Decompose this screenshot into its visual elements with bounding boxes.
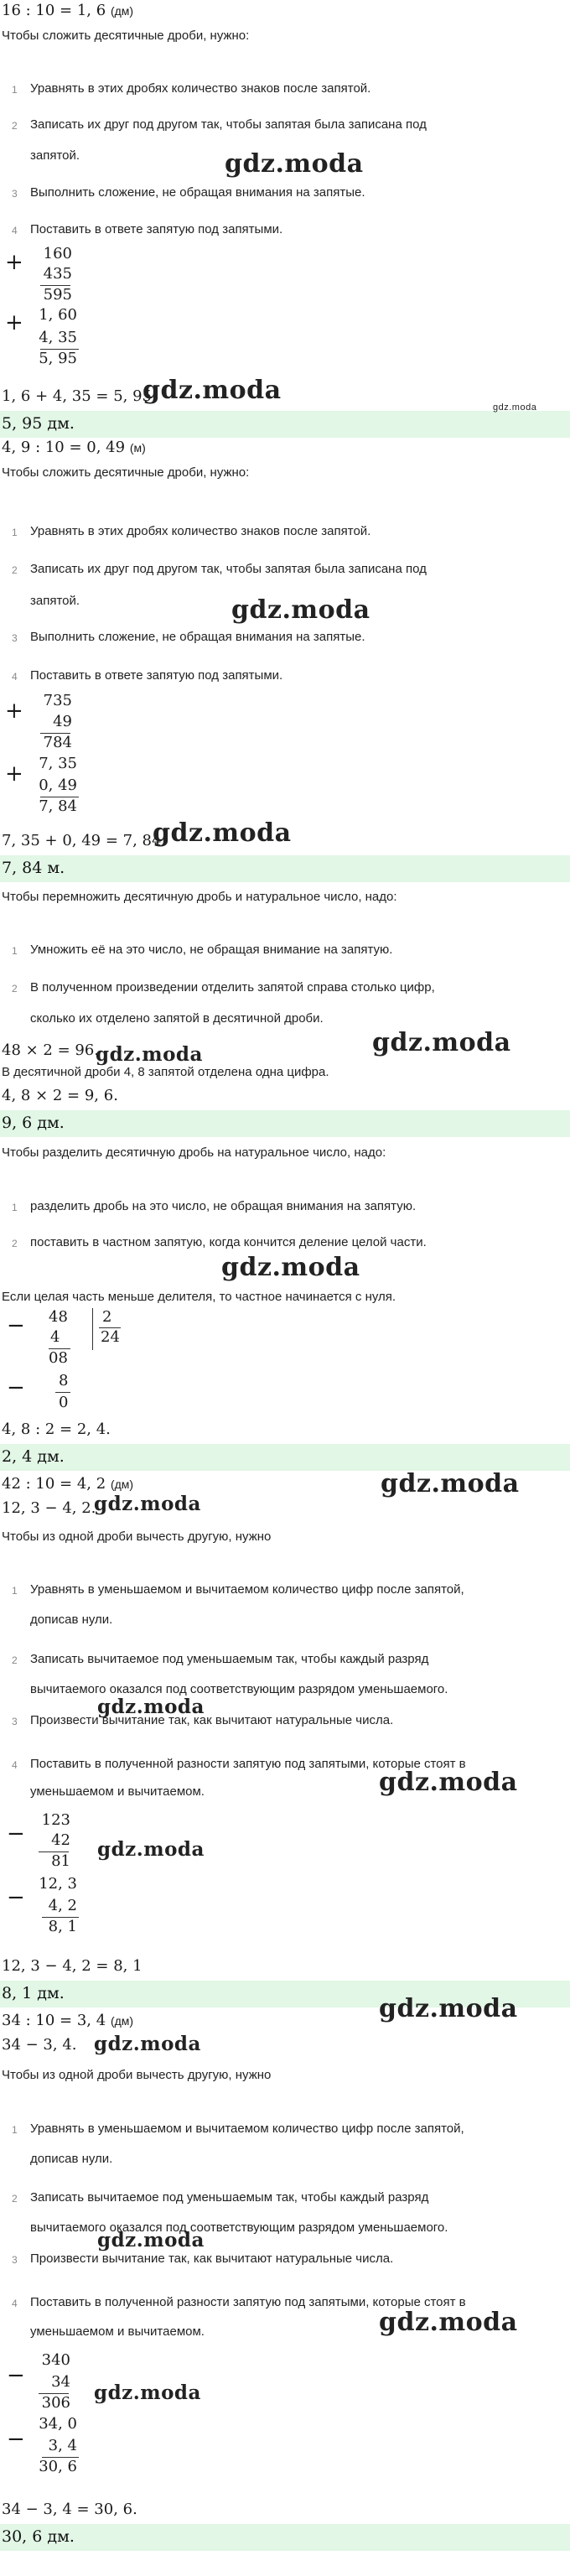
watermark: gdz.moda xyxy=(493,402,537,413)
step-text: Поставить в ответе запятую под запятыми. xyxy=(30,222,283,236)
step-text: Выполнить сложение, не обращая внимания на запятые. xyxy=(30,630,365,644)
step-number: 1 xyxy=(12,527,18,538)
equation: 48 × 2 = 96. xyxy=(2,1041,100,1059)
result-equation: 7, 35 + 0, 49 = 7, 84. xyxy=(2,832,167,849)
answer-box: 7, 84 м. xyxy=(0,855,570,882)
step-text: Поставить в полученной разности запятую под запятыми, которые стоят в xyxy=(30,2295,466,2309)
watermark: gdz.moda xyxy=(97,2229,205,2251)
step-text: запятой. xyxy=(30,594,80,608)
step-text: поставить в частном запятую, когда кончится деление целой части. xyxy=(30,1235,427,1249)
dividend: 48 xyxy=(49,1308,68,1326)
watermark: gdz.moda xyxy=(381,1469,520,1498)
watermark: gdz.moda xyxy=(94,2381,201,2404)
equation: 34 : 10 = 3, 4 (дм) xyxy=(2,2012,134,2029)
minus-sign: − xyxy=(7,2427,25,2452)
intro-text: Чтобы сложить десятичные дроби, нужно: xyxy=(2,29,250,43)
step-number: 2 xyxy=(12,1238,18,1249)
column-sum: 784 xyxy=(43,734,72,751)
step-number: 2 xyxy=(12,2193,18,2205)
step-text: запятой. xyxy=(30,148,80,163)
column-operand: 1, 60 xyxy=(39,306,77,324)
equation: 4, 9 : 10 = 0, 49 (м) xyxy=(2,439,146,456)
subtrahend: 4 xyxy=(50,1328,60,1346)
answer-box: 2, 4 дм. xyxy=(0,1444,570,1471)
step-text: Уравнять в этих дробях количество знаков после запятой. xyxy=(30,81,371,96)
column-operand: 0, 49 xyxy=(39,776,77,794)
watermark: gdz.moda xyxy=(94,1493,201,1515)
step-number: 4 xyxy=(12,225,18,236)
watermark: gdz.moda xyxy=(231,595,370,625)
step-number: 1 xyxy=(12,1585,18,1597)
step-text: Уравнять в уменьшаемом и вычитаемом количество цифр после запятой, xyxy=(30,2122,464,2136)
column-operand: 7, 35 xyxy=(39,755,77,772)
equation: 34 − 3, 4. xyxy=(2,2036,77,2054)
divisor: 2 xyxy=(102,1308,112,1326)
column-sum: 5, 95 xyxy=(39,350,77,367)
plus-sign: + xyxy=(5,310,23,335)
step-text: Записать вычитаемое под уменьшаемым так, чтобы каждый разряд xyxy=(30,1652,429,1666)
step-number: 4 xyxy=(12,1759,18,1771)
column-operand: 160 xyxy=(43,245,72,262)
step-text: вычитаемого оказался под соответствующим разрядом уменьшаемого. xyxy=(30,1682,448,1696)
watermark: gdz.moda xyxy=(97,1696,205,1718)
column-operand: 34 xyxy=(51,2373,70,2391)
note-text: В десятичной дроби 4, 8 запятой отделена одна цифра. xyxy=(2,1065,329,1079)
column-operand: 123 xyxy=(41,1811,70,1829)
watermark: gdz.moda xyxy=(225,149,364,179)
watermark: gdz.moda xyxy=(97,1838,205,1861)
result-equation: 34 − 3, 4 = 30, 6. xyxy=(2,2501,137,2518)
column-difference: 8, 1 xyxy=(48,1918,77,1935)
step-text: Произвести вычитание так, как вычитают натуральные числа. xyxy=(30,1713,394,1727)
answer-box: 30, 6 дм. xyxy=(0,2524,570,2551)
step-number: 3 xyxy=(12,1716,18,1727)
remainder: 0 xyxy=(59,1394,69,1411)
step-text: Уравнять в уменьшаемом и вычитаемом количество цифр после запятой, xyxy=(30,1582,464,1597)
column-operand: 12, 3 xyxy=(39,1875,77,1893)
step-number: 2 xyxy=(12,983,18,995)
column-sum: 595 xyxy=(43,286,72,304)
step-text: Записать вычитаемое под уменьшаемым так, чтобы каждый разряд xyxy=(30,2190,429,2205)
intro-text: Чтобы разделить десятичную дробь на натуральное число, надо: xyxy=(2,1145,386,1160)
intro-text: Чтобы из одной дроби вычесть другую, нужно xyxy=(2,2068,272,2082)
quotient: 24 xyxy=(101,1328,120,1346)
intro-text: Чтобы из одной дроби вычесть другую, нужно xyxy=(2,1530,272,1544)
column-operand: 4, 2 xyxy=(48,1897,77,1914)
watermark: gdz.moda xyxy=(142,376,282,405)
answer-box: 9, 6 дм. xyxy=(0,1110,570,1137)
step-number: 4 xyxy=(12,2298,18,2309)
step-number: 3 xyxy=(12,188,18,200)
step-text: разделить дробь на это число, не обращая внимания на запятую. xyxy=(30,1199,417,1213)
step-text: Выполнить сложение, не обращая внимания на запятые. xyxy=(30,185,365,200)
watermark: gdz.moda xyxy=(94,2033,201,2055)
step-number: 3 xyxy=(12,2254,18,2266)
plus-sign: + xyxy=(5,761,23,787)
step-number: 1 xyxy=(12,945,18,957)
column-difference: 306 xyxy=(41,2394,70,2412)
step-number: 1 xyxy=(12,1202,18,1213)
note-text: Если целая часть меньше делителя, то частное начинается с нуля. xyxy=(2,1290,396,1304)
step-text: вычитаемого оказался под соответствующим разрядом уменьшаемого. xyxy=(30,2220,448,2235)
subtrahend: 8 xyxy=(59,1372,69,1389)
step-number: 2 xyxy=(12,120,18,132)
step-text: Уравнять в этих дробях количество знаков после запятой. xyxy=(30,524,371,538)
equation: 16 : 10 = 1, 6 (дм) xyxy=(2,2,134,19)
plus-sign: + xyxy=(5,699,23,724)
step-text: В полученном произведении отделить запятой справа столько цифр, xyxy=(30,980,435,995)
result-equation: 1, 6 + 4, 35 = 5, 95. xyxy=(2,387,157,405)
remainder: 08 xyxy=(49,1349,68,1367)
step-text: дописав нули. xyxy=(30,2152,113,2166)
step-text: дописав нули. xyxy=(30,1613,113,1627)
equation: 12, 3 − 4, 2. xyxy=(2,1499,96,1517)
step-number: 1 xyxy=(12,2124,18,2136)
step-text: Записать их друг под другом так, чтобы запятая была записана под xyxy=(30,562,427,576)
result-equation: 4, 8 : 2 = 2, 4. xyxy=(2,1420,111,1438)
step-text: сколько их отделено запятой в десятичной дроби. xyxy=(30,1011,324,1026)
answer-box: 5, 95 дм. xyxy=(0,411,570,438)
step-number: 2 xyxy=(12,1654,18,1666)
step-number: 4 xyxy=(12,671,18,683)
column-difference: 30, 6 xyxy=(39,2458,77,2475)
step-text: Поставить в ответе запятую под запятыми. xyxy=(30,668,283,683)
column-operand: 340 xyxy=(41,2351,70,2369)
watermark: gdz.moda xyxy=(221,1253,360,1282)
watermark: gdz.moda xyxy=(379,1994,518,2023)
step-number: 2 xyxy=(12,564,18,576)
equation: 42 : 10 = 4, 2 (дм) xyxy=(2,1475,134,1493)
step-text: Записать их друг под другом так, чтобы запятая была записана под xyxy=(30,117,427,132)
watermark: gdz.moda xyxy=(96,1043,203,1066)
result-equation: 4, 8 × 2 = 9, 6. xyxy=(2,1087,118,1104)
column-operand: 49 xyxy=(53,713,72,730)
column-operand: 42 xyxy=(51,1831,70,1849)
watermark: gdz.moda xyxy=(379,1768,518,1797)
watermark: gdz.moda xyxy=(379,2308,518,2337)
minus-sign: − xyxy=(7,1821,25,1846)
result-equation: 12, 3 − 4, 2 = 8, 1 xyxy=(2,1957,142,1975)
column-operand: 4, 35 xyxy=(39,329,77,346)
column-sum: 7, 84 xyxy=(39,797,77,815)
column-difference: 81 xyxy=(51,1852,70,1870)
column-operand: 735 xyxy=(43,692,72,709)
column-operand: 435 xyxy=(43,265,72,283)
step-text: Произвести вычитание так, как вычитают натуральные числа. xyxy=(30,2251,394,2266)
step-number: 3 xyxy=(12,632,18,644)
answer-box: 8, 1 дм. xyxy=(0,1981,570,2007)
plus-sign: + xyxy=(5,250,23,275)
intro-text: Чтобы сложить десятичные дроби, нужно: xyxy=(2,465,250,480)
step-text: уменьшаемом и вычитаемом. xyxy=(30,2324,205,2339)
minus-sign: − xyxy=(7,2363,25,2388)
intro-text: Чтобы перемножить десятичную дробь и натуральное число, надо: xyxy=(2,890,397,904)
column-operand: 34, 0 xyxy=(39,2415,77,2433)
column-operand: 3, 4 xyxy=(48,2437,77,2454)
step-text: Умножить её на это число, не обращая внимание на запятую. xyxy=(30,943,393,957)
step-text: Поставить в полученной разности запятую под запятыми, которые стоят в xyxy=(30,1757,466,1771)
watermark: gdz.moda xyxy=(153,818,292,848)
step-text: уменьшаемом и вычитаемом. xyxy=(30,1784,205,1799)
minus-sign: − xyxy=(7,1885,25,1910)
minus-sign: − xyxy=(7,1313,25,1338)
step-number: 1 xyxy=(12,84,18,96)
minus-sign: − xyxy=(7,1375,25,1400)
watermark: gdz.moda xyxy=(372,1028,511,1057)
